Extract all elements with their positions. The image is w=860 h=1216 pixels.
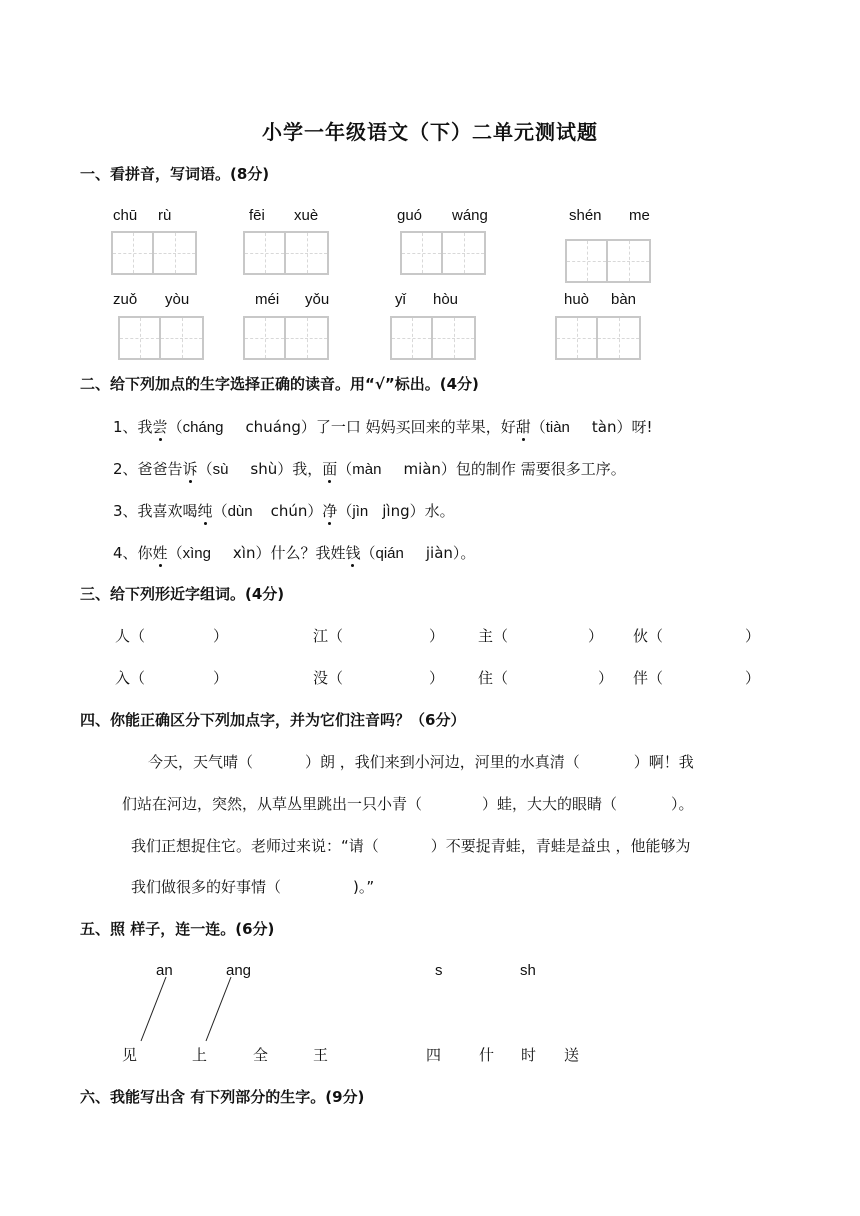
pinyin-label: yòu — [165, 291, 190, 308]
word-blank-close[interactable]: ） — [745, 627, 761, 645]
dotted-char: 面 — [322, 460, 338, 478]
dotted-char: 诉 — [182, 460, 198, 478]
dotted-char: 甜 — [515, 418, 531, 436]
match-bottom-item[interactable]: 送 — [564, 1046, 580, 1064]
word-item: 伙（ — [633, 627, 664, 645]
pinyin-label: huò — [564, 291, 590, 308]
match-bottom-item[interactable]: 上 — [192, 1046, 208, 1064]
match-bottom-item[interactable]: 时 — [521, 1046, 537, 1064]
pinyin-label: bàn — [611, 291, 637, 308]
passage-line: 们站在河边，突然，从草丛里跳出一只小青（ ）蛙，大大的眼睛（ ）。 — [122, 795, 694, 813]
question-line: 3、我喜欢喝纯（dùn chún）净（jìn jìng）水。 — [113, 502, 455, 520]
pinyin-label: hòu — [433, 291, 459, 308]
pinyin-label: xuè — [294, 207, 319, 224]
question-line: 2、爸爸告诉（sù shù）我，面（màn miàn）包的制作 需要很多工序。 — [113, 460, 626, 478]
match-bottom-item[interactable]: 全 — [253, 1046, 269, 1064]
word-blank-close[interactable]: ） — [588, 627, 604, 645]
example-line — [206, 977, 231, 1041]
section-1-heading: 一、看拼音，写词语。(8分) — [80, 165, 270, 183]
pinyin-label: méi — [255, 291, 280, 308]
word-item: 主（ — [478, 627, 509, 645]
pinyin-label: yǐ — [395, 291, 406, 308]
example-line — [141, 977, 166, 1041]
word-blank-close[interactable]: ） — [745, 669, 761, 687]
passage-line: 我们做很多的好事情（ )。” — [131, 878, 375, 896]
pinyin-label: fēi — [249, 207, 265, 224]
pinyin-label: me — [629, 207, 650, 224]
word-item: 入（ — [115, 669, 146, 687]
dotted-char: 净 — [322, 502, 338, 520]
match-top-item[interactable]: an — [156, 962, 173, 979]
word-item: 人（ — [115, 627, 146, 645]
match-top-item[interactable]: sh — [520, 962, 536, 979]
dotted-char: 尝 — [152, 418, 168, 436]
match-bottom-item[interactable]: 什 — [479, 1046, 495, 1064]
pinyin-label: chū — [113, 207, 138, 224]
section-4-heading: 四、你能正确区分下列加点字，并为它们注音吗？（6分） — [80, 711, 466, 729]
word-blank-close[interactable]: ） — [598, 669, 614, 687]
word-item: 江（ — [313, 627, 344, 645]
page-title: 小学一年级语文（下）二单元测试题 — [262, 120, 598, 144]
match-top-item[interactable]: ang — [226, 962, 252, 979]
passage-line: 我们正想捉住它。老师过来说：“请（ ）不要捉青蛙，青蛙是益虫 ，他能够为 — [131, 837, 691, 855]
question-line: 4、你姓（xìng xìn）什么？我姓钱（qián jiàn）。 — [113, 544, 476, 562]
pinyin-label: yǒu — [305, 291, 330, 308]
match-bottom-item[interactable]: 王 — [313, 1046, 329, 1064]
word-blank-close[interactable]: ） — [429, 627, 445, 645]
section-5-heading: 五、照 样子，连一连。(6分) — [80, 920, 275, 938]
match-top-item[interactable]: s — [435, 962, 443, 979]
dotted-char: 纯 — [197, 502, 213, 520]
word-item: 伴（ — [633, 669, 664, 687]
word-blank-close[interactable]: ） — [429, 669, 445, 687]
word-blank-close[interactable]: ） — [213, 627, 229, 645]
pinyin-label: guó — [397, 207, 423, 224]
dotted-char: 钱 — [345, 544, 361, 562]
question-line: 1、我尝（cháng chuáng）了一口 妈妈买回来的苹果，好甜（tiàn tàn）呀! — [113, 418, 653, 436]
pinyin-label: shén — [569, 207, 602, 224]
section-6-heading: 六、我能写出含 有下列部分的生字。(9分) — [80, 1088, 365, 1106]
word-item: 住（ — [478, 669, 509, 687]
pinyin-label: wáng — [452, 207, 488, 224]
dotted-char: 姓 — [152, 544, 168, 562]
word-item: 没（ — [313, 669, 344, 687]
match-bottom-item[interactable]: 见 — [122, 1046, 138, 1064]
match-bottom-item[interactable]: 四 — [426, 1046, 442, 1064]
passage-line: 今天，天气晴（ ）朗 ，我们来到小河边，河里的水真清（ ）啊！我 — [148, 753, 694, 771]
section-2-heading: 二、给下列加点的生字选择正确的读音。用“√”标出。(4分) — [80, 375, 479, 393]
pinyin-label: zuǒ — [113, 291, 138, 308]
section-3-heading: 三、给下列形近字组词。(4分) — [80, 585, 285, 603]
pinyin-label: rù — [158, 207, 172, 224]
word-blank-close[interactable]: ） — [213, 669, 229, 687]
